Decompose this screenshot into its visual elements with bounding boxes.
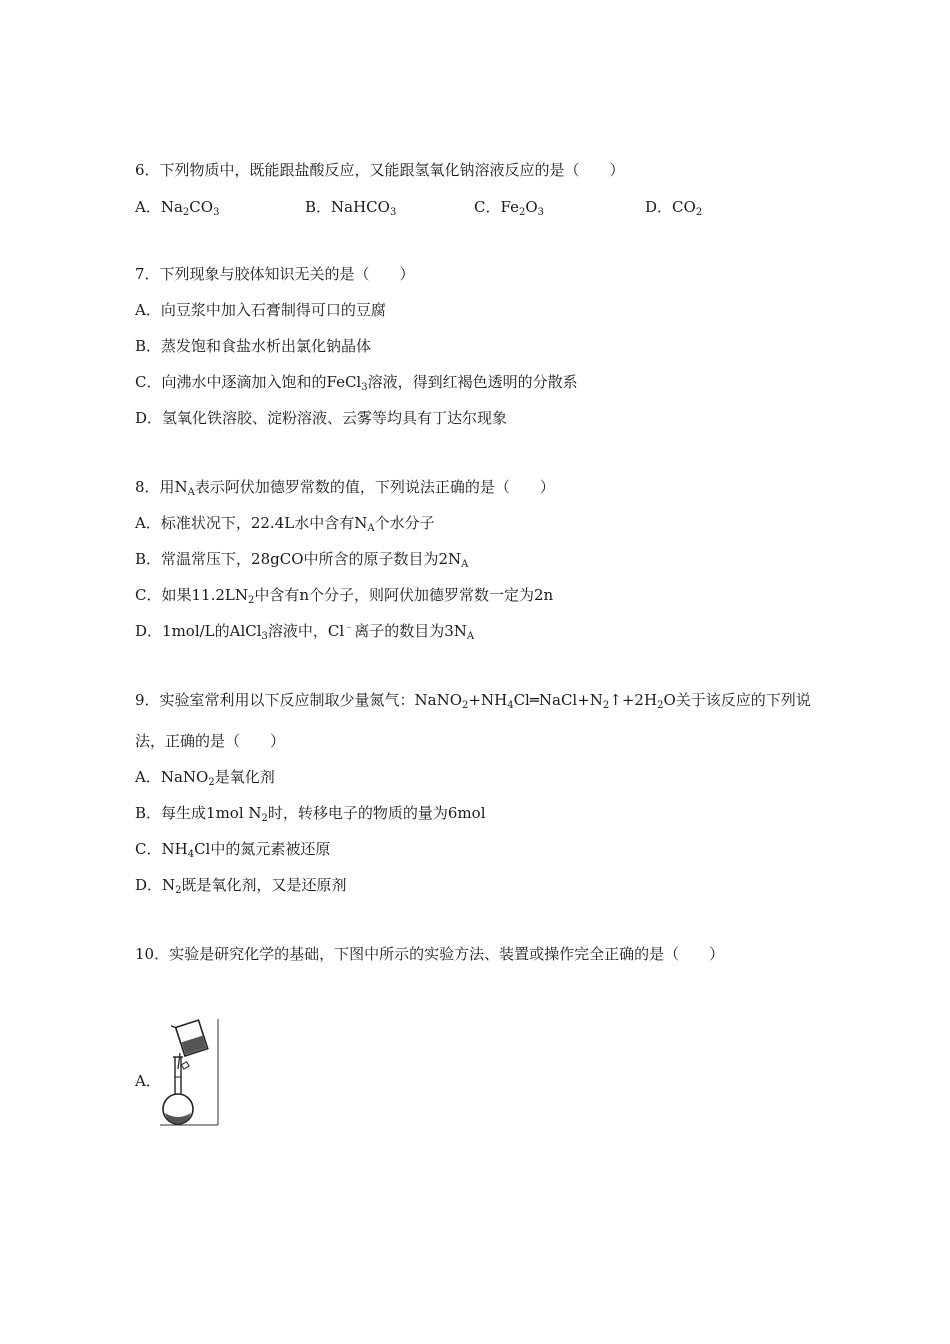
q6-option-b: B．NaHCO$_3$ (305, 198, 397, 218)
q7-option-a: A．向豆浆中加入石膏制得可口的豆腐 (135, 301, 386, 319)
q6-option-a: A．$Na_2CO_3$ (135, 198, 220, 218)
q10-stem: 10．实验是研究化学的基础，下图中所示的实验方法、装置或操作完全正确的是（ ） (135, 945, 725, 963)
q8-stem: 8．用$N_A$表示阿伏加德罗常数的值，下列说法正确的是（ ） (135, 478, 555, 498)
q6-option-c: C．$Fe_2O_3$ (474, 198, 545, 218)
q7-option-d: D．氢氧化铁溶胶、淀粉溶液、云雾等均具有丁达尔现象 (135, 409, 508, 427)
q6-option-d: D．$CO_2$ (645, 198, 703, 218)
q9-option-a: A．NaNO$_2$是氧化剂 (135, 768, 275, 788)
q9-stem-line1: 9．实验室常利用以下反应制取少量氮气：$NaNO_2+NH_4Cl═NaCl+N_2↑+2H_2O$关于该反应的下列说 (135, 691, 811, 711)
q7-option-c: C．向沸水中逐滴加入饱和的FeCl$_3$溶液，得到红褐色透明的分散系 (135, 373, 578, 393)
q8-option-c: C．如果$11.2LN_2$中含有n个分子，则阿伏加德罗常数一定为2n (135, 586, 554, 606)
q10-option-a-label: A． (135, 1072, 161, 1090)
q9-option-d: D．$N_2$既是氧化剂，又是还原剂 (135, 876, 347, 896)
q6-stem: 6．下列物质中，既能跟盐酸反应，又能跟氢氧化钠溶液反应的是（ ） (135, 161, 625, 179)
q8-option-a: A．标准状况下，22.4L水中含有$N_A$个水分子 (135, 514, 435, 534)
q6-options (135, 197, 835, 217)
q9-option-b: B．每生成1mol $N_2$时，转移电子的物质的量为6mol (135, 804, 486, 824)
q8-option-b: B．常温常压下，28gCO中所含的原子数目为$2N_A$ (135, 550, 469, 570)
q7-stem: 7．下列现象与胶体知识无关的是（ ） (135, 265, 415, 283)
volumetric-flask-pouring-icon (158, 1017, 220, 1127)
q9-option-c: C．$NH_4Cl$中的氮元素被还原 (135, 840, 331, 860)
q9-stem-line2: 法，正确的是（ ） (135, 732, 286, 750)
q8-option-d: D．1mol/L的AlCl$_3$溶液中，Cl﹣离子的数目为$3N_A$ (135, 622, 475, 642)
q7-option-b: B．蒸发饱和食盐水析出氯化钠晶体 (135, 337, 372, 355)
